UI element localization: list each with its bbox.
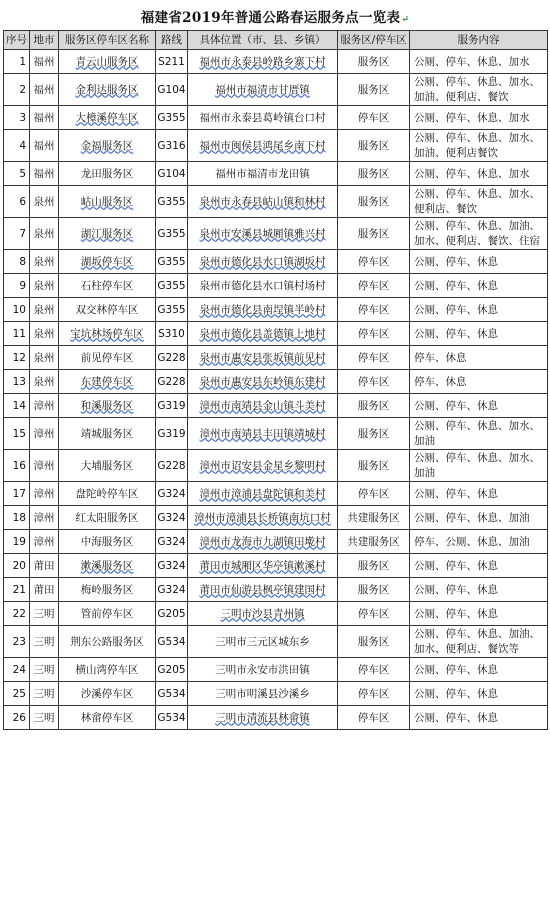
cell-no: 14 (4, 394, 30, 418)
cell-route: G104 (156, 74, 188, 106)
cell-route: G355 (156, 186, 188, 218)
cell-services: 公厕、停车、休息 (410, 682, 548, 706)
cell-name: 石柱停车区 (59, 274, 156, 298)
cell-route: G324 (156, 530, 188, 554)
cell-route: G355 (156, 250, 188, 274)
cell-location: 漳州市南靖县金山镇斗美村 (188, 394, 338, 418)
header-route: 路线 (156, 31, 188, 50)
cell-no: 26 (4, 706, 30, 730)
cell-name: 漱溪服务区 (59, 554, 156, 578)
cell-no: 3 (4, 106, 30, 130)
cell-location: 漳州市漳浦县盘陀镇和美村 (188, 482, 338, 506)
cell-no: 22 (4, 602, 30, 626)
table-row (4, 626, 548, 658)
cell-type: 停车区 (338, 322, 410, 346)
table-row (4, 218, 548, 250)
cell-city: 福州 (30, 106, 59, 130)
page-title: 福建省2019年普通公路春运服务点一览表↵ (140, 10, 410, 26)
cell-location: 三明市清流县林畲镇 (188, 706, 338, 730)
cell-type: 服务区 (338, 218, 410, 250)
cell-route: G228 (156, 370, 188, 394)
header-services: 服务内容 (410, 31, 548, 50)
table-row (4, 370, 548, 394)
cell-location: 福州市闽侯县鸿尾乡南下村 (188, 130, 338, 162)
cell-no: 25 (4, 682, 30, 706)
cell-no: 24 (4, 658, 30, 682)
cell-type: 停车区 (338, 274, 410, 298)
cell-name: 沙溪停车区 (59, 682, 156, 706)
cell-route: G534 (156, 682, 188, 706)
cell-route: G355 (156, 106, 188, 130)
cell-services: 公厕、停车、休息 (410, 482, 548, 506)
cell-route: G324 (156, 578, 188, 602)
table-row (4, 298, 548, 322)
cell-location: 漳州市南靖县丰田镇靖城村 (188, 418, 338, 450)
cell-services: 公厕、停车、休息 (410, 322, 548, 346)
cell-type: 服务区 (338, 50, 410, 74)
cell-location: 泉州市安溪县城厢镇雅兴村 (188, 218, 338, 250)
cell-route: G534 (156, 626, 188, 658)
cell-city: 三明 (30, 602, 59, 626)
cell-location: 泉州市德化县南埕镇半岭村 (188, 298, 338, 322)
header-city: 地市 (30, 31, 59, 50)
cell-name: 前见停车区 (59, 346, 156, 370)
cell-type: 共建服务区 (338, 506, 410, 530)
header-type: 服务区/停车区 (338, 31, 410, 50)
cell-type: 停车区 (338, 106, 410, 130)
cell-route: G355 (156, 218, 188, 250)
cell-name: 荆东公路服务区 (59, 626, 156, 658)
cell-location: 漳州市诏安县金星乡黎明村 (188, 450, 338, 482)
cell-services: 公厕、停车、休息 (410, 658, 548, 682)
cell-no: 8 (4, 250, 30, 274)
cell-services: 公厕、停车、休息 (410, 298, 548, 322)
cell-type: 停车区 (338, 370, 410, 394)
cell-route: G324 (156, 506, 188, 530)
table-row (4, 682, 548, 706)
cell-city: 漳州 (30, 530, 59, 554)
cell-services: 公厕、停车、休息 (410, 250, 548, 274)
cell-route: G355 (156, 274, 188, 298)
cell-services: 公厕、停车、休息、加水、加油、便利店、餐饮 (410, 74, 548, 106)
cell-services: 停车、休息 (410, 346, 548, 370)
cell-city: 三明 (30, 658, 59, 682)
header-no: 序号 (4, 31, 30, 50)
cell-location: 福州市永泰县葛岭镇台口村 (188, 106, 338, 130)
cell-services: 公厕、停车、休息、加水、加油 (410, 418, 548, 450)
cell-city: 泉州 (30, 298, 59, 322)
table-row (4, 418, 548, 450)
cell-no: 16 (4, 450, 30, 482)
cell-services: 公厕、停车、休息 (410, 274, 548, 298)
cell-name: 横山湾停车区 (59, 658, 156, 682)
table-row (4, 162, 548, 186)
cell-location: 三明市永安市洪田镇 (188, 658, 338, 682)
cell-name: 湖坂停车区 (59, 250, 156, 274)
table-row (4, 602, 548, 626)
service-table (3, 30, 548, 730)
cell-services: 公厕、停车、休息、加水 (410, 106, 548, 130)
cell-name: 岵山服务区 (59, 186, 156, 218)
table-row (4, 506, 548, 530)
table-row (4, 482, 548, 506)
cell-no: 18 (4, 506, 30, 530)
cell-name: 盘陀岭停车区 (59, 482, 156, 506)
cell-city: 漳州 (30, 394, 59, 418)
table-row (4, 578, 548, 602)
cell-location: 福州市福清市龙田镇 (188, 162, 338, 186)
cell-name: 和溪服务区 (59, 394, 156, 418)
cell-type: 停车区 (338, 250, 410, 274)
cell-route: G319 (156, 394, 188, 418)
cell-name: 大樟溪停车区 (59, 106, 156, 130)
cell-no: 7 (4, 218, 30, 250)
cell-name: 大埔服务区 (59, 450, 156, 482)
cell-city: 莆田 (30, 554, 59, 578)
cell-type: 服务区 (338, 130, 410, 162)
table-row (4, 450, 548, 482)
cell-location: 莆田市仙游县枫亭镇建国村 (188, 578, 338, 602)
header-location: 具体位置（市、县、乡镇） (188, 31, 338, 50)
cell-location: 三明市沙县青州镇 (188, 602, 338, 626)
table-row (4, 130, 548, 162)
cell-type: 服务区 (338, 394, 410, 418)
cell-route: S310 (156, 322, 188, 346)
cell-city: 漳州 (30, 418, 59, 450)
cell-location: 三明市三元区城东乡 (188, 626, 338, 658)
cell-route: S211 (156, 50, 188, 74)
cell-services: 公厕、停车、休息、加油、加水、便利店、餐饮、住宿 (410, 218, 548, 250)
table-row (4, 706, 548, 730)
cell-city: 泉州 (30, 250, 59, 274)
cell-route: G228 (156, 450, 188, 482)
cell-location: 漳州市漳浦县长桥镇南坑口村 (188, 506, 338, 530)
cell-no: 17 (4, 482, 30, 506)
cell-city: 三明 (30, 626, 59, 658)
cell-name: 梅岭服务区 (59, 578, 156, 602)
cell-type: 停车区 (338, 346, 410, 370)
table-header-row (4, 31, 548, 50)
cell-type: 共建服务区 (338, 530, 410, 554)
cell-location: 泉州市惠安县张坂镇前见村 (188, 346, 338, 370)
cell-no: 1 (4, 50, 30, 74)
cell-route: G319 (156, 418, 188, 450)
cell-city: 莆田 (30, 578, 59, 602)
cell-no: 11 (4, 322, 30, 346)
table-row (4, 658, 548, 682)
cell-city: 漳州 (30, 482, 59, 506)
cell-type: 服务区 (338, 74, 410, 106)
cell-type: 停车区 (338, 658, 410, 682)
cell-no: 6 (4, 186, 30, 218)
cell-services: 公厕、停车、休息、加水、加油 (410, 450, 548, 482)
cell-name: 双交林停车区 (59, 298, 156, 322)
cell-no: 12 (4, 346, 30, 370)
cell-location: 福州市福清市甘厝镇 (188, 74, 338, 106)
cell-services: 公厕、停车、休息、加水、加油、便利店餐饮 (410, 130, 548, 162)
cell-no: 2 (4, 74, 30, 106)
cell-no: 4 (4, 130, 30, 162)
cell-city: 三明 (30, 706, 59, 730)
cell-no: 10 (4, 298, 30, 322)
table-row (4, 186, 548, 218)
cell-name: 金福服务区 (59, 130, 156, 162)
cell-services: 公厕、停车、休息、加油、加水、便利店、餐饮等 (410, 626, 548, 658)
cell-city: 漳州 (30, 506, 59, 530)
cell-route: G205 (156, 658, 188, 682)
cell-location: 三明市明溪县沙溪乡 (188, 682, 338, 706)
cell-name: 林畲停车区 (59, 706, 156, 730)
cell-city: 福州 (30, 130, 59, 162)
cell-services: 公厕、停车、休息、加水 (410, 162, 548, 186)
cell-no: 21 (4, 578, 30, 602)
cell-no: 5 (4, 162, 30, 186)
table-row (4, 394, 548, 418)
cell-city: 泉州 (30, 186, 59, 218)
cell-services: 公厕、停车、休息 (410, 602, 548, 626)
table-row (4, 74, 548, 106)
cell-city: 泉州 (30, 370, 59, 394)
cell-no: 20 (4, 554, 30, 578)
cell-route: G324 (156, 554, 188, 578)
cell-route: G324 (156, 482, 188, 506)
cell-city: 福州 (30, 74, 59, 106)
cell-city: 福州 (30, 162, 59, 186)
cell-name: 靖城服务区 (59, 418, 156, 450)
cell-no: 23 (4, 626, 30, 658)
cell-services: 停车、公厕、休息、加油 (410, 530, 548, 554)
cell-services: 公厕、停车、休息 (410, 578, 548, 602)
cell-services: 公厕、停车、休息、加油 (410, 506, 548, 530)
cell-route: G228 (156, 346, 188, 370)
cell-city: 泉州 (30, 322, 59, 346)
cell-name: 东建停车区 (59, 370, 156, 394)
cell-name: 宝坑林场停车区 (59, 322, 156, 346)
cell-services: 公厕、停车、休息、加水 (410, 50, 548, 74)
cell-name: 湖江服务区 (59, 218, 156, 250)
table-row (4, 50, 548, 74)
cell-services: 公厕、停车、休息 (410, 554, 548, 578)
cell-location: 莆田市城厢区华亭镇漱溪村 (188, 554, 338, 578)
cell-route: G316 (156, 130, 188, 162)
cell-location: 泉州市德化县水口镇村场村 (188, 274, 338, 298)
cell-type: 服务区 (338, 554, 410, 578)
cell-type: 服务区 (338, 578, 410, 602)
cell-type: 服务区 (338, 418, 410, 450)
cell-no: 13 (4, 370, 30, 394)
cell-type: 服务区 (338, 450, 410, 482)
cell-location: 福州市永泰县岭路乡寨下村 (188, 50, 338, 74)
cell-no: 9 (4, 274, 30, 298)
cell-city: 漳州 (30, 450, 59, 482)
cell-route: G205 (156, 602, 188, 626)
cell-route: G534 (156, 706, 188, 730)
cell-city: 泉州 (30, 274, 59, 298)
cell-type: 服务区 (338, 626, 410, 658)
cell-route: G355 (156, 298, 188, 322)
cell-location: 泉州市永春县岵山镇和林村 (188, 186, 338, 218)
table-row (4, 250, 548, 274)
cell-name: 中海服务区 (59, 530, 156, 554)
table-row (4, 274, 548, 298)
cell-city: 泉州 (30, 346, 59, 370)
cell-no: 19 (4, 530, 30, 554)
cell-name: 金利达服务区 (59, 74, 156, 106)
table-row (4, 322, 548, 346)
cell-type: 停车区 (338, 682, 410, 706)
cell-type: 停车区 (338, 706, 410, 730)
cell-location: 泉州市德化县盖德镇上地村 (188, 322, 338, 346)
cell-name: 管前停车区 (59, 602, 156, 626)
table-row (4, 530, 548, 554)
cell-type: 停车区 (338, 482, 410, 506)
header-name: 服务区停车区名称 (59, 31, 156, 50)
cell-city: 泉州 (30, 218, 59, 250)
cell-services: 公厕、停车、休息 (410, 706, 548, 730)
table-row (4, 554, 548, 578)
cell-no: 15 (4, 418, 30, 450)
cell-services: 公厕、停车、休息、加水、便利店、餐饮 (410, 186, 548, 218)
cell-services: 公厕、停车、休息 (410, 394, 548, 418)
cell-location: 漳州市龙海市九湖镇田墘村 (188, 530, 338, 554)
table-row (4, 346, 548, 370)
cell-city: 三明 (30, 682, 59, 706)
cell-type: 服务区 (338, 186, 410, 218)
cell-location: 泉州市惠安县东岭镇东建村 (188, 370, 338, 394)
cell-name: 红太阳服务区 (59, 506, 156, 530)
cell-city: 福州 (30, 50, 59, 74)
cell-location: 泉州市德化县水口镇湖坂村 (188, 250, 338, 274)
cell-type: 停车区 (338, 602, 410, 626)
cell-name: 青云山服务区 (59, 50, 156, 74)
cell-type: 服务区 (338, 162, 410, 186)
table-row (4, 106, 548, 130)
cell-type: 停车区 (338, 298, 410, 322)
cell-name: 龙田服务区 (59, 162, 156, 186)
cell-services: 停车、休息 (410, 370, 548, 394)
cell-route: G104 (156, 162, 188, 186)
